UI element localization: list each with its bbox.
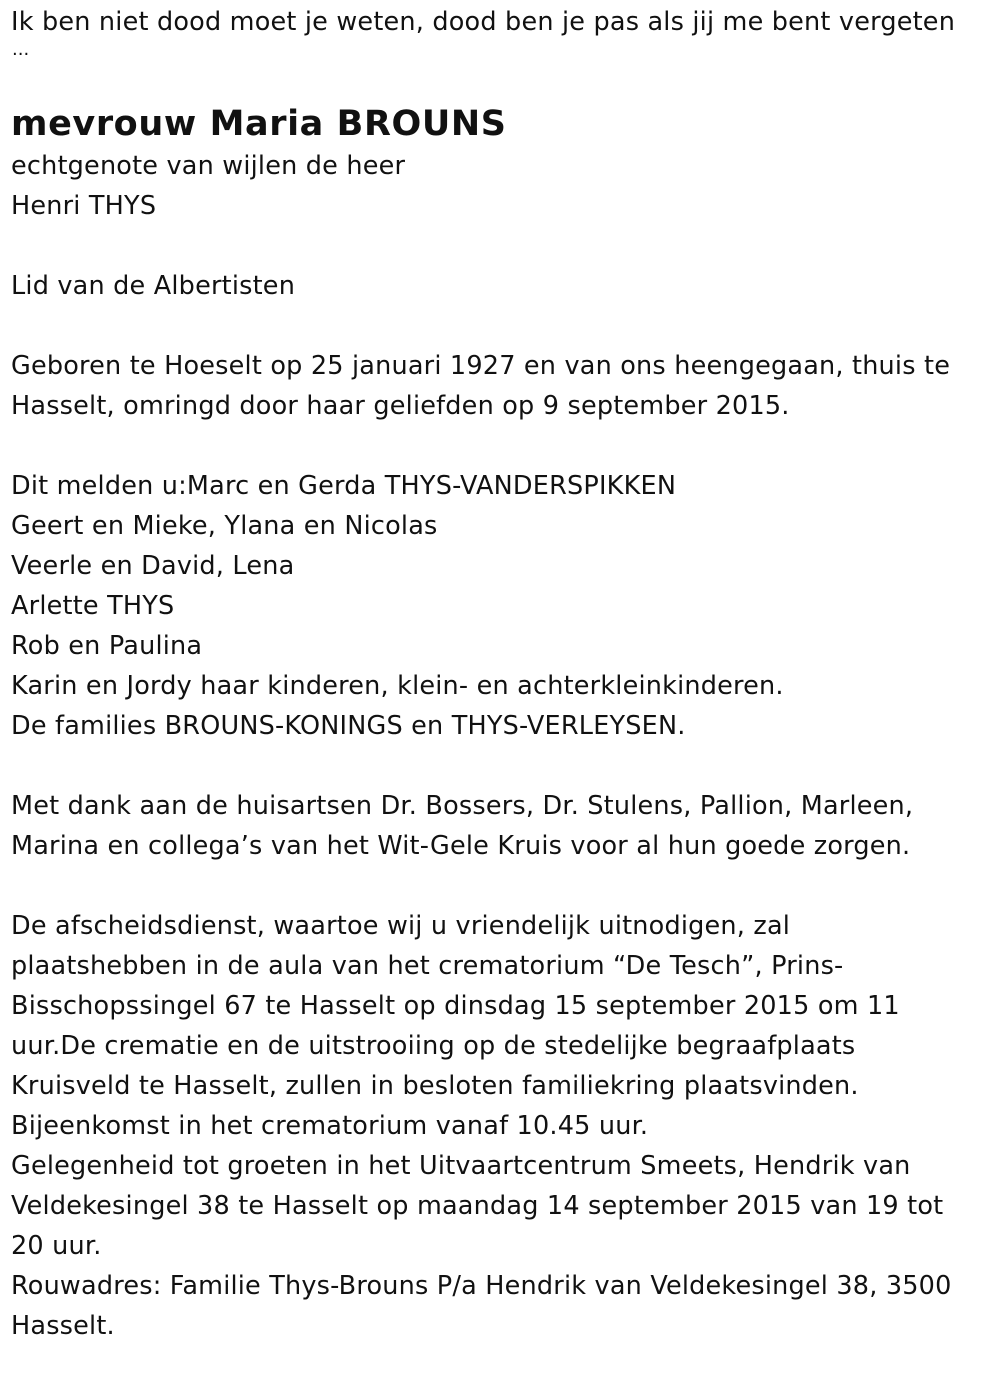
paragraph-line: Kruisveld te Hasselt, zullen in besloten familiekring plaatsvinden. <box>11 1071 859 1101</box>
paragraph-line: uur.De crematie en de uitstrooiing op de stedelijke begraafplaats <box>11 1031 856 1061</box>
membership-line: Lid van de Albertisten <box>11 271 296 301</box>
paragraph-line: Geert en Mieke, Ylana en Nicolas <box>11 511 438 541</box>
blank-line <box>11 426 1000 466</box>
paragraph-line: Rob en Paulina <box>11 631 203 661</box>
announcers-paragraph <box>11 466 1000 746</box>
paragraph-line: De families BROUNS-KONINGS en THYS-VERLEYSEN. <box>11 711 686 741</box>
blank-line <box>11 866 1000 906</box>
paragraph-line: Veldekesingel 38 te Hasselt op maandag 14 september 2015 van 19 tot <box>11 1191 944 1221</box>
paragraph-line: plaatshebben in de aula van het crematorium “De Tesch”, Prins- <box>11 951 844 981</box>
blank-line <box>11 226 1000 266</box>
paragraph-line: Hasselt, omringd door haar geliefden op 9 september 2015. <box>11 391 790 421</box>
paragraph-line: Gelegenheid tot groeten in het Uitvaartcentrum Smeets, Hendrik van <box>11 1151 911 1181</box>
paragraph-line: Veerle en David, Lena <box>11 551 295 581</box>
blank-line <box>11 306 1000 346</box>
paragraph-line: Karin en Jordy haar kinderen, klein- en achterkleinkinderen. <box>11 671 784 701</box>
birth-death-paragraph <box>11 346 1000 426</box>
opening-quote <box>11 0 1000 60</box>
deceased-name: mevrouw Maria BROUNS <box>11 104 507 144</box>
spouse-line-1: echtgenote van wijlen de heer <box>11 151 406 181</box>
paragraph-line: 20 uur. <box>11 1231 102 1261</box>
ceremony-paragraph <box>11 906 1000 1346</box>
paragraph-line: Dit melden u:Marc en Gerda THYS-VANDERSPIKKEN <box>11 471 677 501</box>
paragraph-line: Arlette THYS <box>11 591 175 621</box>
spouse-line-2: Henri THYS <box>11 191 157 221</box>
paragraph-line: Hasselt. <box>11 1311 115 1341</box>
paragraph-line: Rouwadres: Familie Thys-Brouns P/a Hendrik van Veldekesingel 38, 3500 <box>11 1271 952 1301</box>
paragraph-line: Marina en collega’s van het Wit-Gele Kruis voor al hun goede zorgen. <box>11 831 911 861</box>
paragraph-line: De afscheidsdienst, waartoe wij u vriendelijk uitnodigen, zal <box>11 911 791 941</box>
paragraph-line: Bijeenkomst in het crematorium vanaf 10.45 uur. <box>11 1111 649 1141</box>
paragraph-line: Bisschopssingel 67 te Hasselt op dinsdag 15 september 2015 om 11 <box>11 991 900 1021</box>
paragraph-line: Met dank aan de huisartsen Dr. Bossers, Dr. Stulens, Pallion, Marleen, <box>11 791 914 821</box>
thanks-paragraph <box>11 786 1000 866</box>
quote-ellipsis: ... <box>12 39 30 60</box>
blank-line <box>11 746 1000 786</box>
paragraph-line: Geboren te Hoeselt op 25 januari 1927 en van ons heengegaan, thuis te <box>11 351 951 381</box>
quote-text: Ik ben niet dood moet je weten, dood ben je pas als jij me bent vergeten <box>11 7 956 37</box>
